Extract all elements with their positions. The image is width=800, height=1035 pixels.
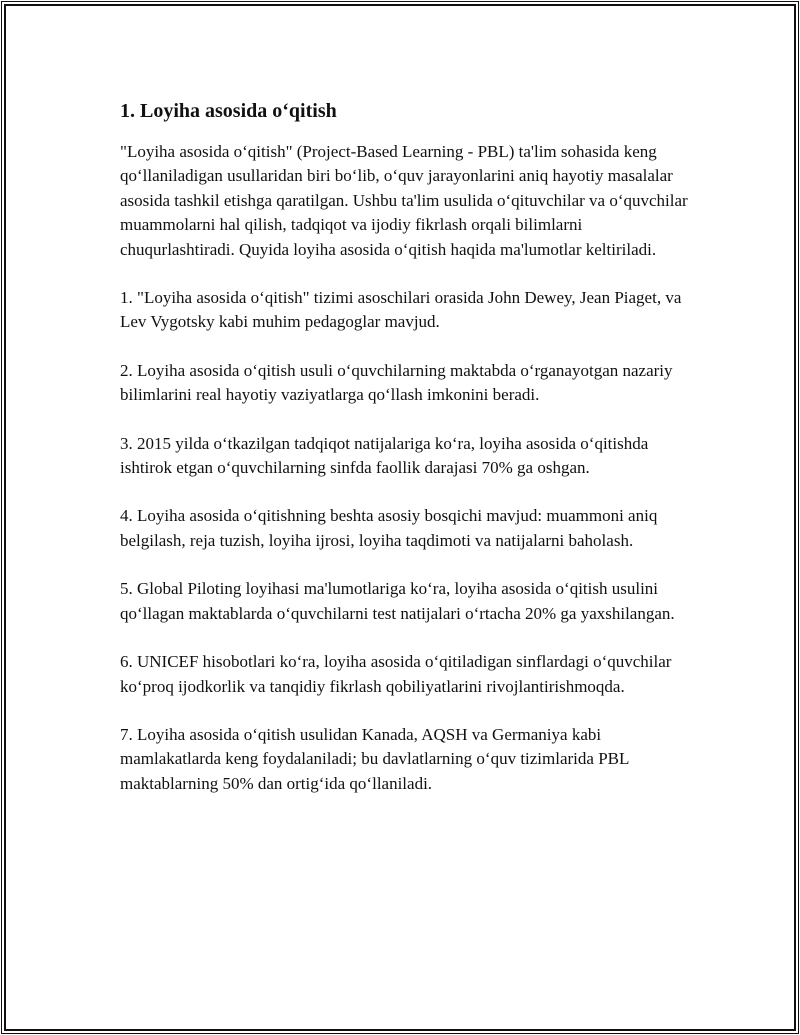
section-heading: 1. Loyiha asosida o‘qitish: [120, 100, 337, 122]
point-1: 1. "Loyiha asosida o‘qitish" tizimi asoschilari orasida John Dewey, Jean Piaget, va Lev Vygotsky kabi muhim pedagoglar mavjud.: [120, 288, 682, 332]
document-content: [120, 98, 700, 820]
point-6: 6. UNICEF hisobotlari ko‘ra, loyiha asosida o‘qitiladigan sinflardagi o‘quvchilar ko‘proq ijodkorlik va tanqidiy fikrlash qobiliyatlarini rivojlantirishmoqda.: [120, 652, 672, 696]
point-2: 2. Loyiha asosida o‘qitish usuli o‘quvchilarning maktabda o‘rganayotgan nazariy bilimlarini real hayotiy vaziyatlarga qo‘llash imkonini beradi.: [120, 360, 673, 405]
document-page: [4, 4, 796, 1031]
point-3: 3. 2015 yilda o‘tkazilgan tadqiqot natijalariga ko‘ra, loyiha asosida o‘qitishda ishtirok etgan o‘quvchilarning sinfda faollik darajasi 70% ga oshgan.: [120, 433, 649, 478]
intro-paragraph: "Loyiha asosida o‘qitish" (Project-Based Learning - PBL) ta'lim sohasida keng qo‘llaniladigan usullaridan biri bo‘lib, o‘quv jarayonlarini aniq hayotiy masalalar asosida tashkil etishga qaratilgan. Ushbu ta'lim usulida o‘qituvchilar va o‘quvchilar muammolarni hal qilish, tadqiqot va ijodiy fikrlash orqali bilimlarni chuqurlashtiradi. Quyida loyiha asosida o‘qitish haqida ma'lumotlar keltiriladi.: [120, 142, 688, 259]
point-7: 7. Loyiha asosida o‘qitish usulidan Kanada, AQSH va Germaniya kabi mamlakatlarda keng foydalaniladi; bu davlatlarning o‘quv tizimlarida PBL maktablarning 50% dan ortig‘ida qo‘llaniladi.: [120, 724, 629, 793]
point-4: 4. Loyiha asosida o‘qitishning beshta asosiy bosqichi mavjud: muammoni aniq belgilash, reja tuzish, loyiha ijrosi, loyiha taqdimoti va natijalarni baholash.: [120, 506, 658, 550]
point-5: 5. Global Piloting loyihasi ma'lumotlariga ko‘ra, loyiha asosida o‘qitish usulini qo‘llagan maktablarda o‘quvchilarni test natijalari o‘rtacha 20% ga yaxshilangan.: [120, 579, 675, 623]
